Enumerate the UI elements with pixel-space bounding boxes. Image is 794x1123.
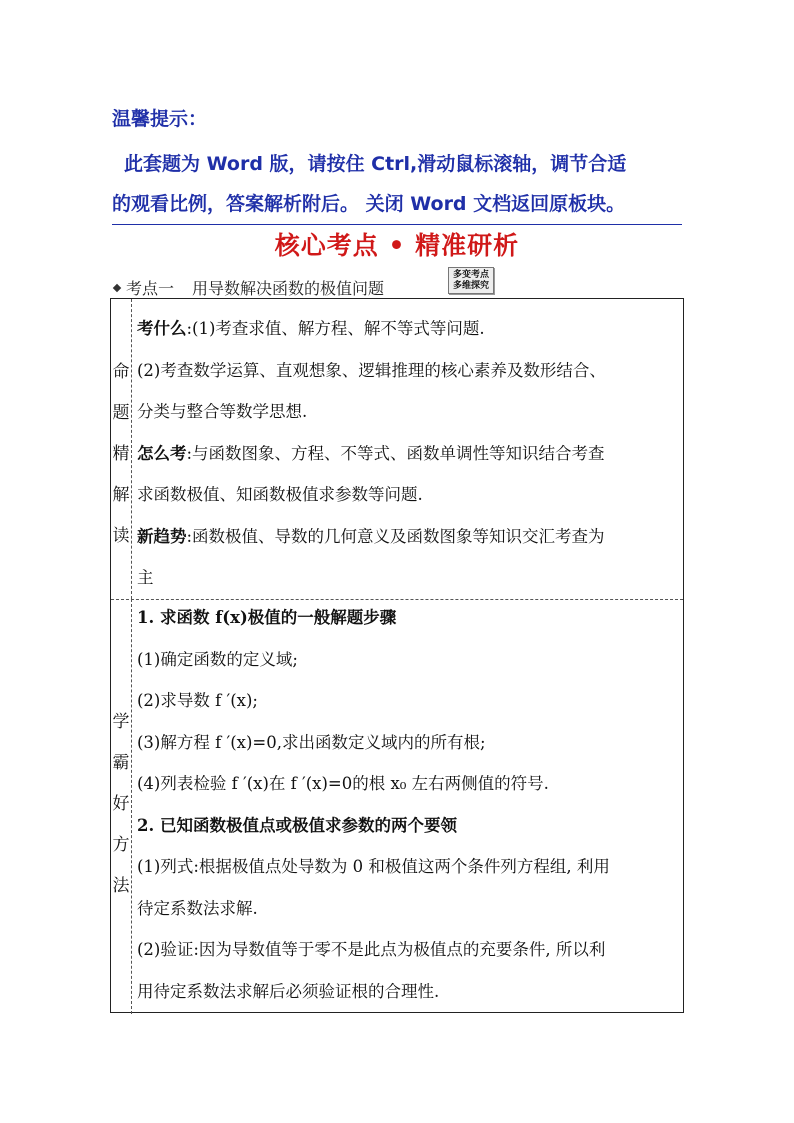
q3-line2: 主 [137,568,154,587]
method-tip-2b: 用待定系数法求解后必须验证根的合理性. [137,981,440,1001]
info-table [110,298,684,1013]
q1-line2: (2)考查数学运算、直观想象、逻辑推理的核心素养及数形结合、 [137,360,606,380]
method-tip-1b: 待定系数法求解. [137,898,258,918]
q1-line3: 分类与整合等数学思想. [137,402,308,421]
section-title: 核心考点 • 精准研析 [274,231,520,260]
methods-content [137,597,673,1012]
q3-head: 新趋势 [137,526,187,546]
badge-line-2: 多维探究 [452,281,489,291]
row-label-char: 解 [112,485,130,505]
tip-line-2: 的观看比例，答案解析附后。 关闭 Word 文档返回原板块。 [112,193,626,215]
row-label-char: 题 [112,403,130,423]
method-tip-2: (2)验证:因为导数值等于零不是此点为极值点的充要条件, 所以利 [137,940,606,959]
table-row-methods [111,599,683,1014]
tip-body [112,144,682,225]
q1-text: :(1)考查求值、解方程、解不等式等问题. [186,319,485,338]
row-label-char: 法 [112,876,130,896]
q2-text: :与函数图象、方程、不等式、函数单调性等知识结合考查 [186,443,605,463]
row-label-char: 方 [112,835,130,855]
topic-badge [448,267,494,294]
row-label-methods [111,702,131,907]
badge-line-1: 多变考点 [452,270,489,280]
method-step-2: (2)求导数 f ′(x); [137,691,258,710]
method-heading-2: 2. 已知函数极值点或极值求参数的两个要领 [137,815,457,835]
table-row-interpretation [111,299,683,600]
kaodian-text: 用导数解决函数的极值问题 [192,279,385,298]
row-label-char: 读 [112,526,130,546]
row-label-interpretation [111,352,131,557]
row-label-char: 精 [112,444,130,464]
q2-line2: 求函数极值、知函数极值求参数等问题. [137,485,423,504]
q3-text: :函数极值、导数的几何意义及函数图象等知识交汇考查为 [186,526,605,546]
interpretation-content [137,308,673,599]
row-label-char: 好 [112,794,130,814]
kaodian-heading [114,276,384,299]
diamond-bullet-icon [113,283,121,291]
method-tip-1: (1)列式:根据极值点处导数为 0 和极值这两个条件列方程组, 利用 [137,857,610,876]
kaodian-label: 考点一 [126,279,175,298]
q1-head: 考什么 [137,319,187,338]
tip-title: 温馨提示： [112,108,208,130]
q2-head: 怎么考 [137,443,187,463]
tip-line-1: 此套题为 Word 版，请按住 Ctrl,滑动鼠标滚轴，调节合适 [124,153,627,175]
row-label-char: 霸 [112,753,130,773]
row-label-char: 命 [112,362,130,382]
row-label-char: 学 [112,712,130,732]
method-step-1: (1)确定函数的定义域; [137,649,298,669]
method-heading-1: 1. 求函数 f(x)极值的一般解题步骤 [137,608,397,627]
method-step-4: (4)列表检验 f ′(x)在 f ′(x)=0的根 x₀ 左右两侧值的符号. [137,774,549,793]
method-step-3: (3)解方程 f ′(x)=0,求出函数定义域内的所有根; [137,732,486,752]
